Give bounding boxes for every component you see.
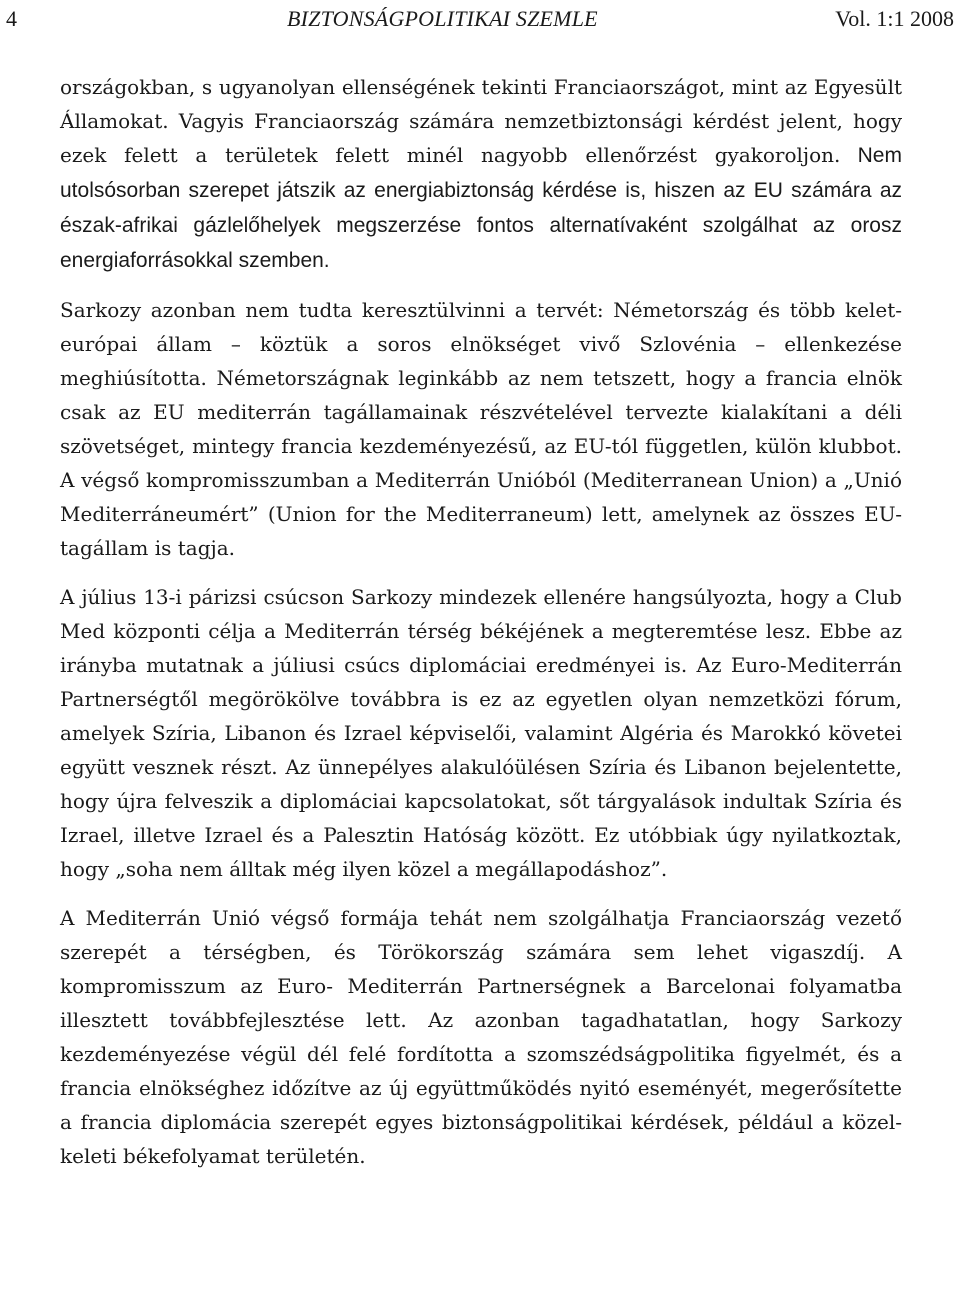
page-number: 4 xyxy=(6,6,17,31)
paragraph-4: A Mediterrán Unió végső formája tehát nem szolgálhatja Franciaország vezető szerepét a térségben, és Törökország számára sem lehet vigaszdíj. A kompromisszum az Euro- Mediterrán Partnerségnek a Barcelonai folyamatba illesztett továbbfejlesztése lett. Az azonban tagadhatatlan, hogy Sarkozy kezdeményezése végül dél felé fordította a szomszédságpolitika figyelmét, és a francia elnökséghez időzítve az új együttműködés nyitó eseményét, megerősítette a francia diplomácia szerepét egyes biztonságpolitikai kérdések, például a közel-keleti békefolyamat területén. xyxy=(60,906,902,1168)
article-body xyxy=(60,70,902,1173)
paragraph-2: Sarkozy azonban nem tudta keresztülvinni a tervét: Németország és több kelet-európai állam – köztük a soros elnökséget vivő Szlovénia – ellenkezése meghiúsította. Németországnak leginkább az nem tetszett, hogy a francia elnök csak az EU mediterrán tagállamainak részvételével tervezte kialakítani a déli szövetséget, mintegy francia kezdeményezésű, az EU-tól független, külön klubbot. A végső kompromisszumban a Mediterrán Unióból (Mediterranean Union) a „Unió Mediterráneumért” (Union for the Mediterraneum) lett, amelynek az összes EU-tagállam is tagja. xyxy=(60,298,902,560)
volume-info: Vol. 1:1 2008 xyxy=(835,6,954,31)
paragraph-1-text: országokban, s ugyanolyan ellenségének tekinti Franciaországot, mint az Egyesült Államokat. Vagyis Franciaország számára nemzetbiztonsági kérdést jelent, hogy ezek felett a területek felett minél nagyobb ellenőrzést gyakoroljon. xyxy=(60,75,902,167)
running-header xyxy=(0,2,960,36)
paragraph-3: A július 13-i párizsi csúcson Sarkozy mindezek ellenére hangsúlyozta, hogy a Club Med központi célja a Mediterrán térség békéjének a megteremtése lesz. Ebbe az irányba mutatnak a júliusi csúcs diplomáciai eredményei is. Az Euro-Mediterrán Partnerségtől megörökölve továbbra is ez az egyetlen olyan nemzetközi fórum, amelyek Szíria, Libanon és Izrael képviselői, valamint Algéria és Marokkó követei együtt vesznek részt. Az ünnepélyes alakulóülésen Szíria és Libanon bejelentette, hogy újra felveszik a diplomáciai kapcsolatokat, sőt tárgyalások indultak Szíria és Izrael, illetve Izrael és a Palesztin Hatóság között. Ez utóbbiak úgy nyilatkoztak, hogy „soha nem álltak még ilyen közel a megállapodáshoz”. xyxy=(60,585,902,881)
paragraph-1 xyxy=(60,70,902,278)
paragraph-1-continuation: Nem utolsósorban szerepet játszik az energiabiztonság kérdése is, hiszen az EU számára az észak-afrikai gázlelőhelyek megszerzése fontos alternatívaként szolgálhat az orosz energiaforrásokkal szemben. xyxy=(60,144,902,272)
journal-title: BIZTONSÁGPOLITIKAI SZEMLE xyxy=(287,6,598,31)
